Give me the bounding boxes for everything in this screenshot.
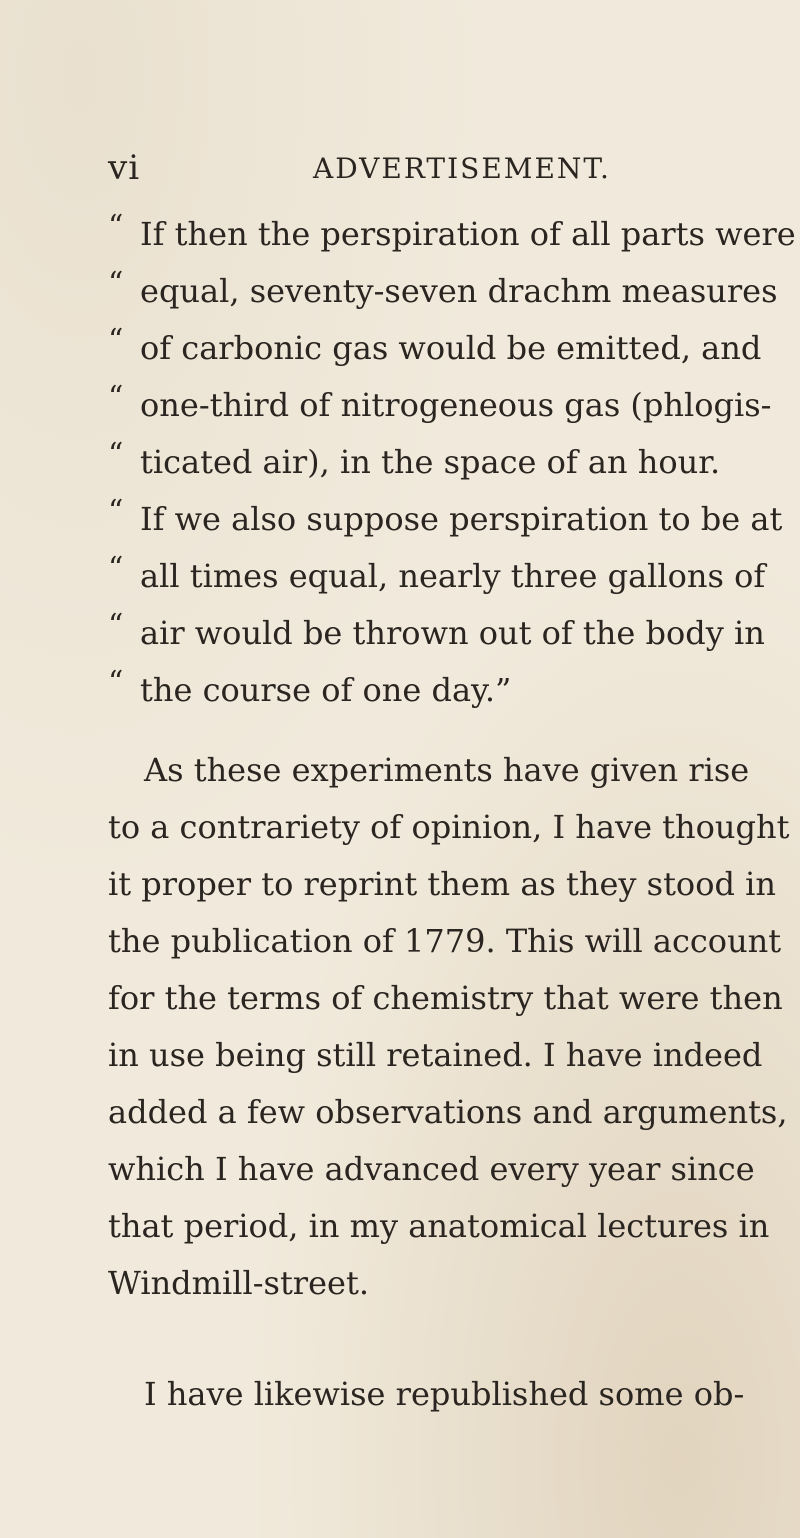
paragraph-line: I have likewise republished some ob- xyxy=(144,1375,745,1413)
quote-line-text: air would be thrown out of the body in xyxy=(140,614,765,652)
quote-line xyxy=(108,263,778,320)
paragraph-line: in use being still retained. I have indeed xyxy=(108,1036,763,1074)
paragraph-line: As these experiments have given rise xyxy=(144,751,750,789)
quote-line xyxy=(108,662,768,719)
quote-mark: “ xyxy=(108,209,124,244)
quote-mark: “ xyxy=(108,323,124,358)
page-number: vi xyxy=(108,148,141,188)
quote-line-text: the course of one day.” xyxy=(140,671,512,709)
page-header xyxy=(108,148,768,196)
body-paragraph xyxy=(108,742,790,1312)
paragraph-line: Windmill-street. xyxy=(108,1264,369,1302)
quote-line-text: all times equal, nearly three gallons of xyxy=(140,557,766,595)
paragraph-line: it proper to reprint them as they stood in xyxy=(108,865,776,903)
quote-line xyxy=(108,605,768,662)
paragraph-line: added a few observations and arguments, xyxy=(108,1093,788,1131)
quote-line-text: ticated air), in the space of an hour. xyxy=(140,443,721,481)
quote-line xyxy=(108,377,772,434)
paragraph-line: the publication of 1779. This will account xyxy=(108,922,782,960)
quote-mark: “ xyxy=(108,494,124,529)
quote-mark: “ xyxy=(108,437,124,472)
quote-line-text: of carbonic gas would be emitted, and xyxy=(140,329,762,367)
quote-mark: “ xyxy=(108,608,124,643)
quote-line xyxy=(108,491,783,548)
quote-mark: “ xyxy=(108,551,124,586)
quote-line xyxy=(108,206,796,263)
body-paragraph xyxy=(108,1366,768,1423)
quote-line xyxy=(108,548,768,605)
quote-line-text: equal, seventy-seven drachm measures xyxy=(140,272,778,310)
paragraph-line: which I have advanced every year since xyxy=(108,1150,755,1188)
quote-line-text: If then the perspiration of all parts were xyxy=(140,215,796,253)
quote-line xyxy=(108,434,768,491)
quote-line xyxy=(108,320,768,377)
quote-mark: “ xyxy=(108,266,124,301)
quote-mark: “ xyxy=(108,665,124,700)
paragraph-line: for the terms of chemistry that were then xyxy=(108,979,783,1017)
quote-line-text: one-third of nitrogeneous gas (phlogis- xyxy=(140,386,772,424)
paragraph-line: that period, in my anatomical lectures in xyxy=(108,1207,770,1245)
quote-mark: “ xyxy=(108,380,124,415)
running-title: ADVERTISEMENT. xyxy=(313,152,611,185)
quoted-passage xyxy=(108,206,796,719)
paragraph-line: to a contrariety of opinion, I have thought xyxy=(108,808,790,846)
quote-line-text: If we also suppose perspiration to be at xyxy=(140,500,783,538)
